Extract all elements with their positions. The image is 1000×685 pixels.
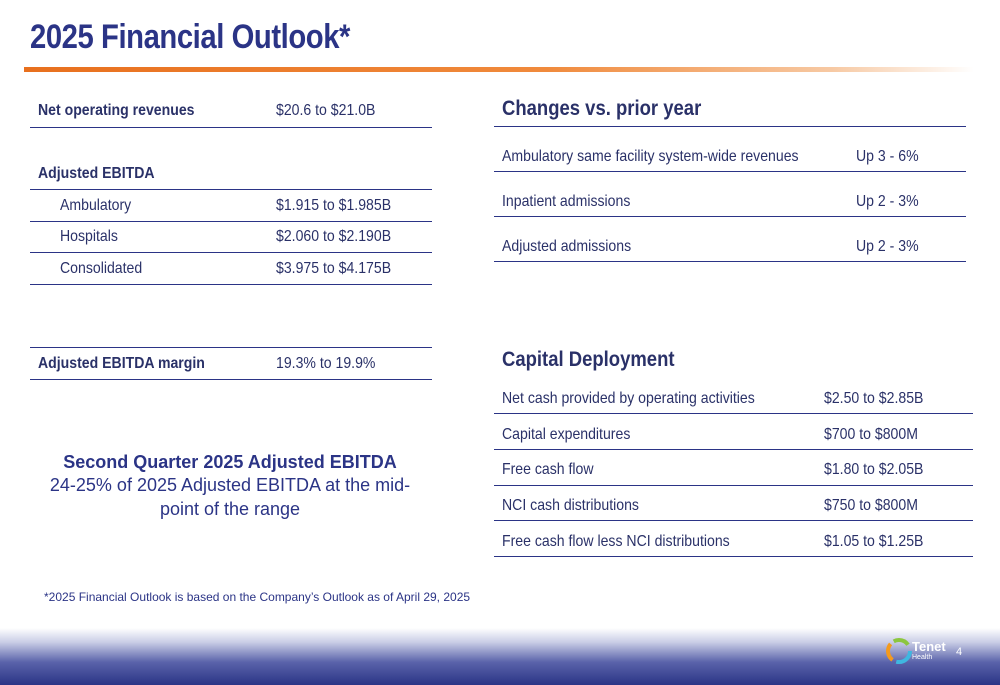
row-label: Free cash flow less NCI distributions <box>502 532 730 550</box>
row-value: Up 3 - 6% <box>856 147 919 165</box>
row-value: $3.975 to $4.175B <box>276 259 392 277</box>
row-label: Net operating revenues <box>38 102 195 119</box>
capital-row-fcf-less-nci <box>494 527 973 557</box>
row-label: Adjusted EBITDA margin <box>38 354 205 372</box>
capital-row-nci <box>494 491 973 521</box>
title-underline <box>24 67 974 72</box>
changes-row-ambulatory <box>494 142 966 172</box>
row-label: Ambulatory <box>60 196 132 214</box>
row-label: Ambulatory same facility system-wide revenues <box>502 147 799 165</box>
changes-row-inpatient <box>494 187 966 217</box>
capital-row-capex <box>494 420 973 450</box>
page-number: 4 <box>956 646 963 658</box>
tenet-logo-icon <box>884 636 914 666</box>
row-value: 19.3% to 19.9% <box>276 354 376 372</box>
changes-heading: Changes vs. prior year <box>502 97 702 120</box>
row-value: $2.50 to $2.85B <box>824 389 924 407</box>
footer-band <box>0 628 1000 685</box>
row-label: Hospitals <box>60 228 118 245</box>
row-label: Adjusted admissions <box>502 237 632 255</box>
logo-subtitle: Health <box>912 654 933 661</box>
changes-heading-row <box>494 92 966 127</box>
net-operating-revenues-row <box>30 95 432 128</box>
row-value: $1.915 to $1.985B <box>276 196 392 214</box>
capital-row-operating-cash <box>494 384 973 414</box>
capital-heading: Capital Deployment <box>502 348 675 371</box>
row-value: Up 2 - 3% <box>856 192 919 210</box>
q2-heading: Second Quarter 2025 Adjusted EBITDA <box>63 452 397 472</box>
row-value: $2.060 to $2.190B <box>276 228 392 245</box>
ebitda-row-ambulatory <box>30 190 432 222</box>
adjusted-ebitda-margin-row <box>30 347 432 380</box>
row-label: Inpatient admissions <box>502 192 631 210</box>
row-value: $1.05 to $1.25B <box>824 532 924 550</box>
ebitda-row-consolidated <box>30 253 432 285</box>
row-value: $750 to $800M <box>824 496 918 514</box>
row-label: Capital expenditures <box>502 425 631 443</box>
row-value: $1.80 to $2.05B <box>824 461 924 478</box>
footnote: *2025 Financial Outlook is based on the Company’s Outlook as of April 29, 2025 <box>44 590 471 604</box>
page-title: 2025 Financial Outlook* <box>30 18 350 56</box>
q2-line-2: point of the range <box>159 499 301 519</box>
row-value: $700 to $800M <box>824 425 918 443</box>
row-label: Net cash provided by operating activities <box>502 389 755 407</box>
row-label: Consolidated <box>60 259 143 277</box>
capital-row-free-cash-flow <box>494 455 973 486</box>
adjusted-ebitda-label: Adjusted EBITDA <box>38 164 155 182</box>
logo-name: Tenet <box>912 639 946 654</box>
q2-outlook-callout <box>40 452 420 521</box>
row-label: Free cash flow <box>502 461 594 478</box>
row-label: NCI cash distributions <box>502 496 639 514</box>
ebitda-row-hospitals <box>30 222 432 253</box>
row-value: Up 2 - 3% <box>856 237 919 255</box>
row-value: $20.6 to $21.0B <box>276 102 376 119</box>
q2-line-1: 24-25% of 2025 Adjusted EBITDA at the mid- <box>49 475 411 495</box>
changes-row-adjusted <box>494 232 966 262</box>
adjusted-ebitda-header-row <box>30 158 432 190</box>
